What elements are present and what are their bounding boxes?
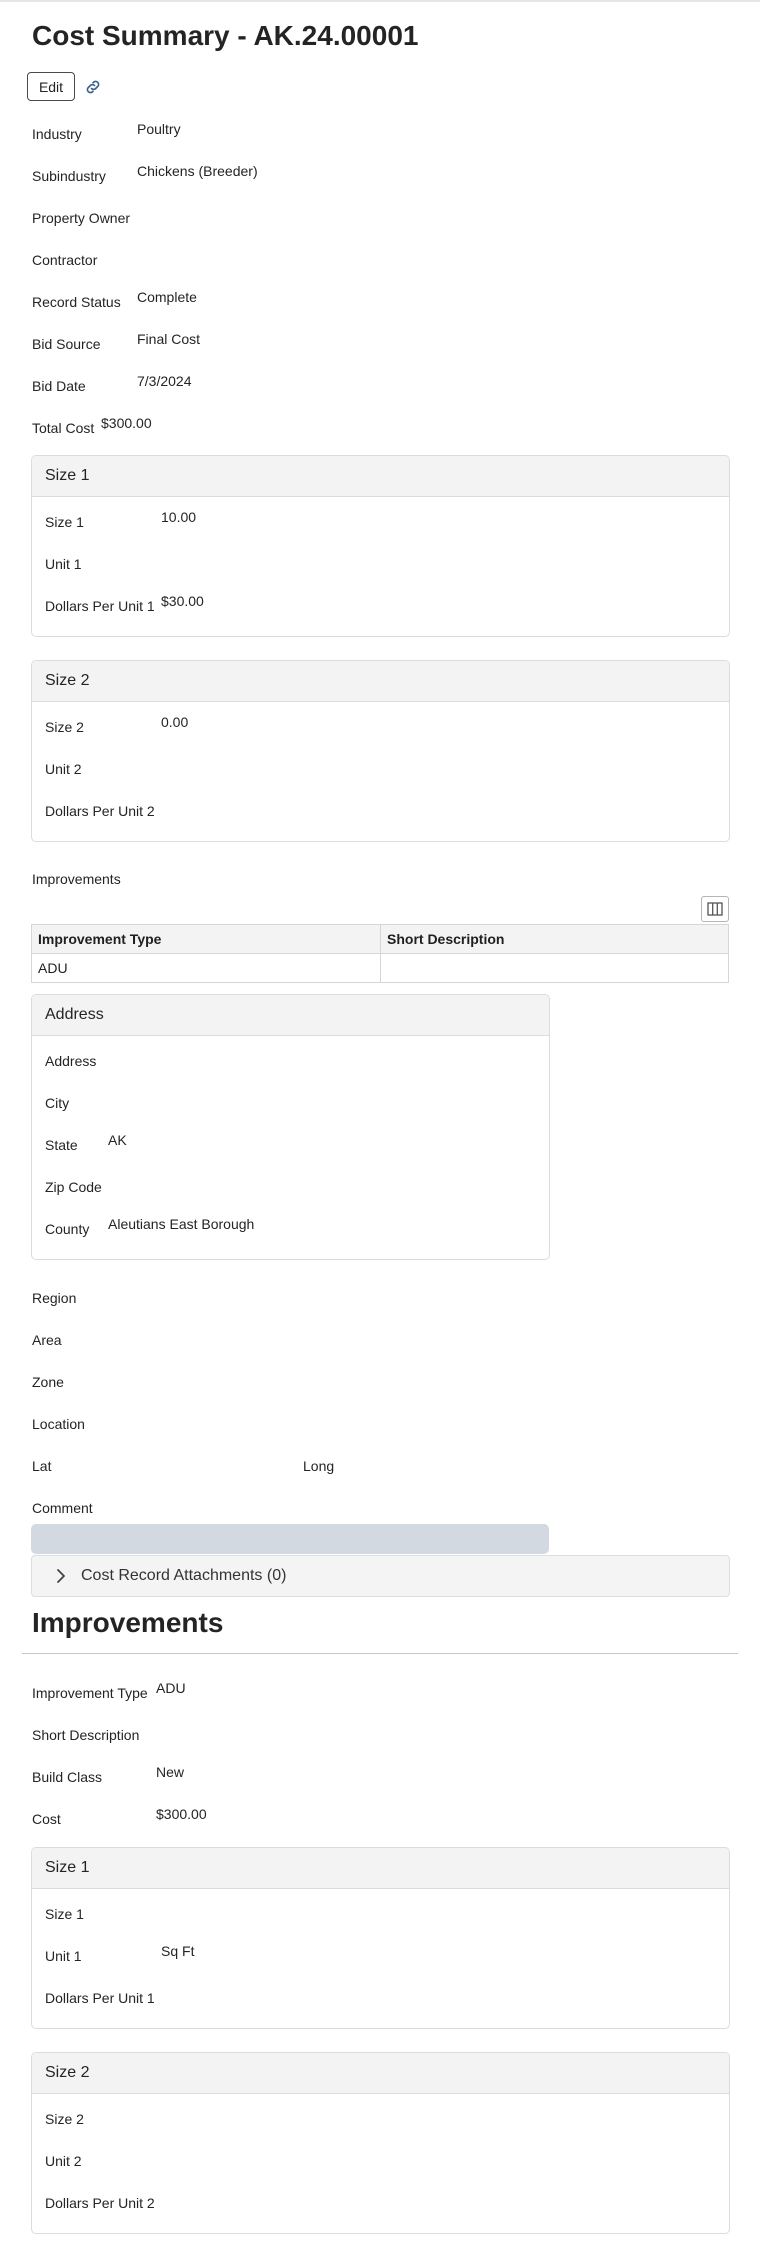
location-label: Location <box>32 1416 85 1432</box>
property-owner-label: Property Owner <box>32 210 131 226</box>
improvement-type-label: Improvement Type <box>32 1685 148 1701</box>
record-status-label: Record Status <box>32 294 121 310</box>
improvement-unit2-label: Unit 2 <box>45 2153 82 2169</box>
lat-label: Lat <box>32 1458 52 1474</box>
page-title: Cost Summary - AK.24.00001 <box>32 20 419 51</box>
long-label: Long <box>303 1458 335 1474</box>
size1-label: Size 1 <box>45 514 84 530</box>
size1-panel <box>31 455 730 637</box>
improvement-size1-panel-title: Size 1 <box>32 1848 729 1889</box>
table-cell <box>381 954 729 983</box>
divider <box>22 1653 738 1654</box>
unit1-label: Unit 1 <box>45 556 82 572</box>
dollars-per-unit1-value: $30.00 <box>161 593 204 609</box>
improvements-heading: Improvements <box>32 1607 224 1638</box>
top-border <box>0 0 760 2</box>
dollars-per-unit1-label: Dollars Per Unit 1 <box>45 598 155 614</box>
improvement-size2-label: Size 2 <box>45 2111 84 2127</box>
city-label: City <box>45 1095 70 1111</box>
total-cost-label: Total Cost <box>32 420 95 436</box>
record-status-value: Complete <box>137 289 197 305</box>
state-value: AK <box>108 1132 127 1148</box>
improvement-size1-panel <box>31 1847 730 2029</box>
cost-value: $300.00 <box>156 1806 207 1822</box>
improvement-unit1-value: Sq Ft <box>161 1943 195 1959</box>
industry-value: Poultry <box>137 121 181 137</box>
dollars-per-unit2-label: Dollars Per Unit 2 <box>45 803 155 819</box>
column-header-improvement-type[interactable]: Improvement Type <box>32 925 381 954</box>
size1-panel-title: Size 1 <box>32 456 729 497</box>
attachments-label: Cost Record Attachments (0) <box>81 1567 287 1584</box>
county-value: Aleutians East Borough <box>108 1216 255 1232</box>
unit2-label: Unit 2 <box>45 761 82 777</box>
total-cost-value: $300.00 <box>101 415 152 431</box>
subindustry-label: Subindustry <box>32 168 106 184</box>
improvement-type-value: ADU <box>156 1680 186 1696</box>
size2-label: Size 2 <box>45 719 84 735</box>
zone-label: Zone <box>32 1374 64 1390</box>
size2-value: 0.00 <box>161 714 189 730</box>
column-chooser-button[interactable] <box>701 896 729 922</box>
bid-date-value: 7/3/2024 <box>137 373 192 389</box>
chevron-right-icon <box>54 1568 68 1584</box>
improvements-label: Improvements <box>32 871 121 887</box>
table-cell: ADU <box>32 954 381 983</box>
comment-label: Comment <box>32 1500 93 1516</box>
bid-date-label: Bid Date <box>32 378 86 394</box>
address-label: Address <box>45 1053 97 1069</box>
comment-bar <box>31 1524 549 1554</box>
link-icon[interactable] <box>84 78 102 96</box>
table-header-row <box>32 925 729 954</box>
state-label: State <box>45 1137 78 1153</box>
address-panel-title: Address <box>32 995 549 1036</box>
size2-panel <box>31 660 730 842</box>
address-panel <box>31 994 550 1260</box>
bid-source-value: Final Cost <box>137 331 201 347</box>
county-label: County <box>45 1221 90 1237</box>
improvement-size2-panel <box>31 2052 730 2234</box>
region-label: Region <box>32 1290 77 1306</box>
size1-value: 10.00 <box>161 509 197 525</box>
table-row[interactable] <box>32 954 729 983</box>
improvement-size2-panel-title: Size 2 <box>32 2053 729 2094</box>
contractor-label: Contractor <box>32 252 98 268</box>
attachments-accordion[interactable] <box>31 1555 730 1597</box>
zip-code-label: Zip Code <box>45 1179 102 1195</box>
improvement-dollars-per-unit1-label: Dollars Per Unit 1 <box>45 1990 155 2006</box>
area-label: Area <box>32 1332 62 1348</box>
improvement-size1-label: Size 1 <box>45 1906 84 1922</box>
improvements-table <box>31 924 729 983</box>
build-class-label: Build Class <box>32 1769 103 1785</box>
column-header-short-description[interactable]: Short Description <box>381 925 729 954</box>
subindustry-value: Chickens (Breeder) <box>137 163 258 179</box>
short-description-label: Short Description <box>32 1727 140 1743</box>
bid-source-label: Bid Source <box>32 336 101 352</box>
cost-label: Cost <box>32 1811 61 1827</box>
edit-button[interactable]: Edit <box>27 72 75 101</box>
columns-icon <box>707 902 723 916</box>
industry-label: Industry <box>32 126 82 142</box>
improvement-dollars-per-unit2-label: Dollars Per Unit 2 <box>45 2195 155 2211</box>
size2-panel-title: Size 2 <box>32 661 729 702</box>
build-class-value: New <box>156 1764 185 1780</box>
improvement-unit1-label: Unit 1 <box>45 1948 82 1964</box>
